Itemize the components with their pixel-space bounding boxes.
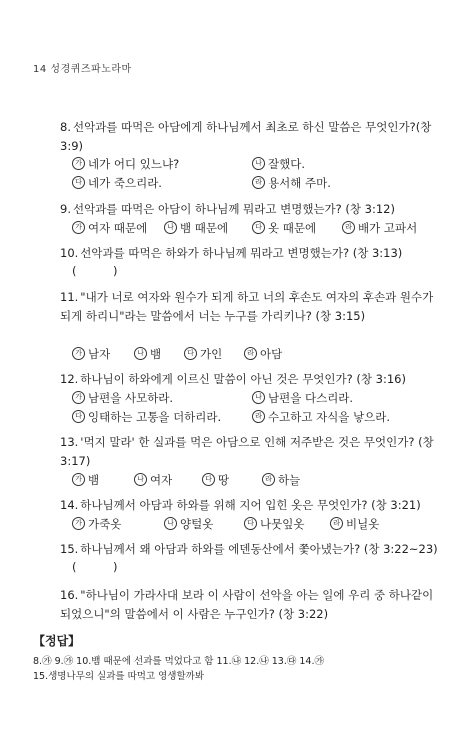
option — [252, 409, 390, 425]
question-text: '먹지 말라' 한 실과를 먹은 아담으로 인해 저주받은 것은 무엇인가? (창 3:17) — [60, 435, 434, 468]
answers-line-1: 8.㉮ 9.㉮ 10.뱀 때문에 선과를 먹었다고 함 11.㉯ 12.㉯ 13.㉰ 14.㉮ — [33, 656, 324, 667]
question-13 — [60, 433, 445, 471]
options-row — [72, 472, 452, 491]
option-mark: 라 — [252, 410, 265, 423]
question-number: 11. — [60, 290, 79, 304]
option-mark: 다 — [72, 410, 85, 423]
option-mark: 다 — [244, 517, 257, 530]
option-mark: 나 — [134, 473, 147, 486]
option-mark: 다 — [252, 221, 265, 234]
option-mark: 가 — [72, 157, 85, 170]
question-number: 12. — [60, 372, 79, 386]
option-text: 양털옷 — [180, 517, 214, 531]
options-row — [72, 156, 452, 175]
option-mark: 가 — [72, 517, 85, 530]
option-text: 잉태하는 고통을 더하리라. — [88, 410, 222, 424]
option — [72, 472, 99, 488]
option-text: 뱀 — [150, 347, 162, 361]
question-number: 9. — [60, 202, 71, 216]
option — [202, 472, 229, 488]
option-text: 잘했다. — [268, 157, 305, 171]
question-number: 15. — [60, 542, 79, 556]
option — [252, 220, 316, 236]
question-number: 8. — [60, 120, 71, 134]
option-mark: 나 — [164, 517, 177, 530]
option-text: 네가 죽으리라. — [88, 176, 162, 190]
question-number: 16. — [60, 588, 79, 602]
option — [244, 346, 282, 362]
option — [72, 175, 162, 191]
option-text: 하늘 — [278, 473, 301, 487]
option-mark: 다 — [184, 347, 197, 360]
options-row — [72, 220, 452, 239]
option-text: 비닐옷 — [346, 517, 380, 531]
options-row — [72, 175, 452, 194]
option-text: 용서해 주마. — [268, 176, 331, 190]
option-text: 여자 — [150, 473, 173, 487]
option-mark: 가 — [72, 473, 85, 486]
option-mark: 라 — [244, 347, 257, 360]
option — [72, 220, 147, 236]
option-mark: 나 — [252, 391, 265, 404]
option — [252, 390, 353, 406]
question-number: 10. — [60, 246, 79, 260]
option-text: 옷 때문에 — [268, 221, 317, 235]
option-mark: 다 — [72, 176, 85, 189]
options-row — [72, 516, 452, 535]
option-text: 남자 — [88, 347, 111, 361]
question-text: "내가 너로 여자와 원수가 되게 하고 너의 후손도 여자의 후손과 원수가 되게 하리니"라는 말씀에서 너는 누구를 가리키나? (창 3:15) — [60, 290, 434, 323]
option-text: 남편을 다스리라. — [268, 391, 354, 405]
option-text: 가죽옷 — [88, 517, 122, 531]
option-mark: 나 — [134, 347, 147, 360]
option — [244, 516, 304, 532]
answers-line-2: 15.생명나무의 실과를 따먹고 영생할까봐 — [33, 671, 204, 682]
option — [72, 390, 173, 406]
option-mark: 나 — [164, 221, 177, 234]
question-10 — [60, 244, 445, 263]
question-text: 선악과를 따먹은 아담이 하나님께 뭐라고 변명했는가? (창 3:12) — [72, 202, 395, 216]
options-row — [72, 390, 452, 409]
option-text: 배가 고파서 — [358, 221, 418, 235]
answer-blank: ( ) — [72, 560, 118, 574]
option-text: 남편을 사모하라. — [88, 391, 174, 405]
question-14 — [60, 496, 445, 515]
option-text: 가인 — [200, 347, 223, 361]
options-row — [72, 346, 452, 365]
options-row — [72, 409, 452, 428]
question-number: 14. — [60, 498, 79, 512]
option-mark: 가 — [72, 347, 85, 360]
option-text: 뱀 — [88, 473, 100, 487]
option-mark: 나 — [252, 157, 265, 170]
option — [72, 409, 221, 425]
question-12 — [60, 370, 445, 389]
option — [134, 346, 161, 362]
page-header: 14 성경퀴즈파노라마 — [33, 64, 132, 75]
question-number: 13. — [60, 435, 79, 449]
question-16 — [60, 586, 445, 624]
option — [330, 516, 379, 532]
option-mark: 라 — [252, 176, 265, 189]
option — [164, 220, 228, 236]
option — [252, 156, 305, 172]
option-mark: 라 — [262, 473, 275, 486]
option-text: 수고하고 자식을 낳으라. — [268, 410, 391, 424]
question-text: 하나님께서 왜 아담과 하와를 에덴동산에서 쫓아냈는가? (창 3:22~23) — [80, 542, 438, 556]
question-11 — [60, 288, 445, 326]
question-text: "하나님이 가라사대 보라 이 사람이 선악을 아는 일에 우리 중 하나같이 되었으니"의 말씀에서 이 사람은 누구인가? (창 3:22) — [60, 588, 434, 621]
question-8 — [60, 118, 445, 156]
question-text: 하나님께서 아담과 하와를 위해 지어 입힌 옷은 무엇인가? (창 3:21) — [80, 498, 421, 512]
question-9 — [60, 200, 445, 219]
option-text: 땅 — [218, 473, 230, 487]
option-text: 뱀 때문에 — [180, 221, 229, 235]
question-text: 하나님이 하와에게 이르신 말씀이 아닌 것은 무엇인가? (창 3:16) — [80, 372, 406, 386]
option — [184, 346, 222, 362]
question-text: 선악과를 따먹은 하와가 하나님께 뭐라고 변명했는가? (창 3:13) — [80, 246, 403, 260]
question-15 — [60, 540, 445, 559]
question-text: 선악과를 따먹은 아담에게 하나님께서 최초로 하신 말씀은 무엇인가?(창 3:9) — [60, 120, 432, 153]
option-mark: 다 — [202, 473, 215, 486]
option — [72, 156, 179, 172]
option-mark: 가 — [72, 221, 85, 234]
option-text: 아담 — [260, 347, 283, 361]
option — [164, 516, 213, 532]
option — [262, 472, 300, 488]
answer-blank: ( ) — [72, 264, 118, 278]
option — [252, 175, 331, 191]
option — [342, 220, 417, 236]
option-mark: 라 — [330, 517, 343, 530]
option — [134, 472, 172, 488]
answers-title: 【정답】 — [33, 634, 81, 648]
option-text: 나뭇잎옷 — [260, 517, 305, 531]
option-text: 여자 때문에 — [88, 221, 148, 235]
option-mark: 가 — [72, 391, 85, 404]
option — [72, 516, 121, 532]
option-mark: 라 — [342, 221, 355, 234]
option-text: 네가 어디 있느냐? — [88, 157, 180, 171]
option — [72, 346, 110, 362]
